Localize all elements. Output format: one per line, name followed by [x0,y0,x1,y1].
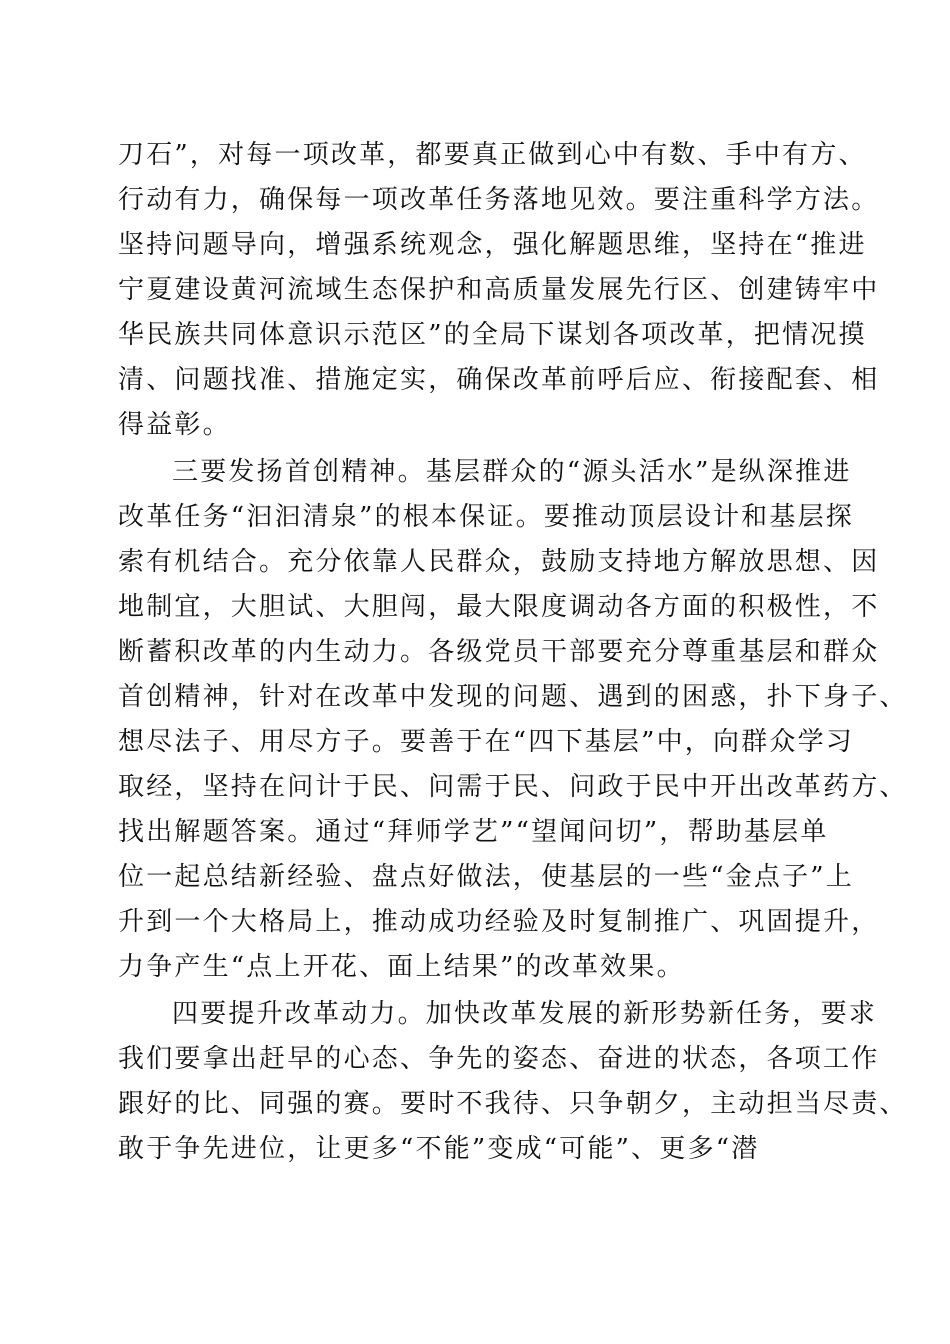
text-line: 清、问题找准、措施定实，确保改革前呼后应、衔接配套、相 [118,365,880,395]
text-line: 改革任务“汩汩清泉”的根本保证。要推动顶层设计和基层探 [118,502,854,532]
text-line: 首创精神，针对在改革中发现的问题、遇到的困惑，扑下身子、 [118,682,908,712]
text-line: 行动有力，确保每一项改革任务落地见效。要注重科学方法。 [118,185,880,215]
text-line: 找出解题答案。通过“拜师学艺”“望闻问切”，帮助基层单 [118,817,829,847]
text-line: 位一起总结新经验、盘点好做法，使基层的一些“金点子”上 [118,862,854,892]
text-line: 跟好的比、同强的赛。要时不我待、只争朝夕，主动担当尽责、 [118,1089,908,1119]
text-line: 断蓄积改革的内生动力。各级党员干部要充分尊重基层和群众 [118,637,880,667]
paragraph-first-line: 四要提升改革动力。加快改革发展的新形势新任务，要求 [172,999,878,1029]
text-line: 地制宜，大胆试、大胆闯，最大限度调动各方面的积极性，不 [118,592,880,622]
text-line: 得益彰。 [118,410,231,440]
paragraph-first-line: 三要发扬首创精神。基层群众的“源头活水”是纵深推进 [172,457,852,487]
text-line: 升到一个大格局上，推动成功经验及时复制推广、巩固提升， [118,907,880,937]
text-line: 敢于争先进位，让更多“不能”变成“可能”、更多“潜 [118,1134,760,1164]
text-line: 索有机结合。充分依靠人民群众，鼓励支持地方解放思想、因 [118,547,880,577]
text-line: 华民族共同体意识示范区”的全局下谋划各项改革，把情况摸 [118,320,867,350]
text-line: 我们要拿出赶早的心态、争先的姿态、奋进的状态，各项工作 [118,1044,880,1074]
text-line: 宁夏建设黄河流域生态保护和高质量发展先行区、创建铸牢中 [118,275,880,305]
text-line: 想尽法子、用尽方子。要善于在“四下基层”中，向群众学习 [118,727,854,757]
text-line: 刀石”，对每一项改革，都要真正做到心中有数、手中有方、 [118,140,867,170]
text-line: 取经，坚持在问计于民、问需于民、问政于民中开出改革药方、 [118,772,908,802]
text-line: 力争产生“点上开花、面上结果”的改革效果。 [118,952,685,982]
text-line: 坚持问题导向，增强系统观念，强化解题思维，坚持在“推进 [118,230,867,260]
